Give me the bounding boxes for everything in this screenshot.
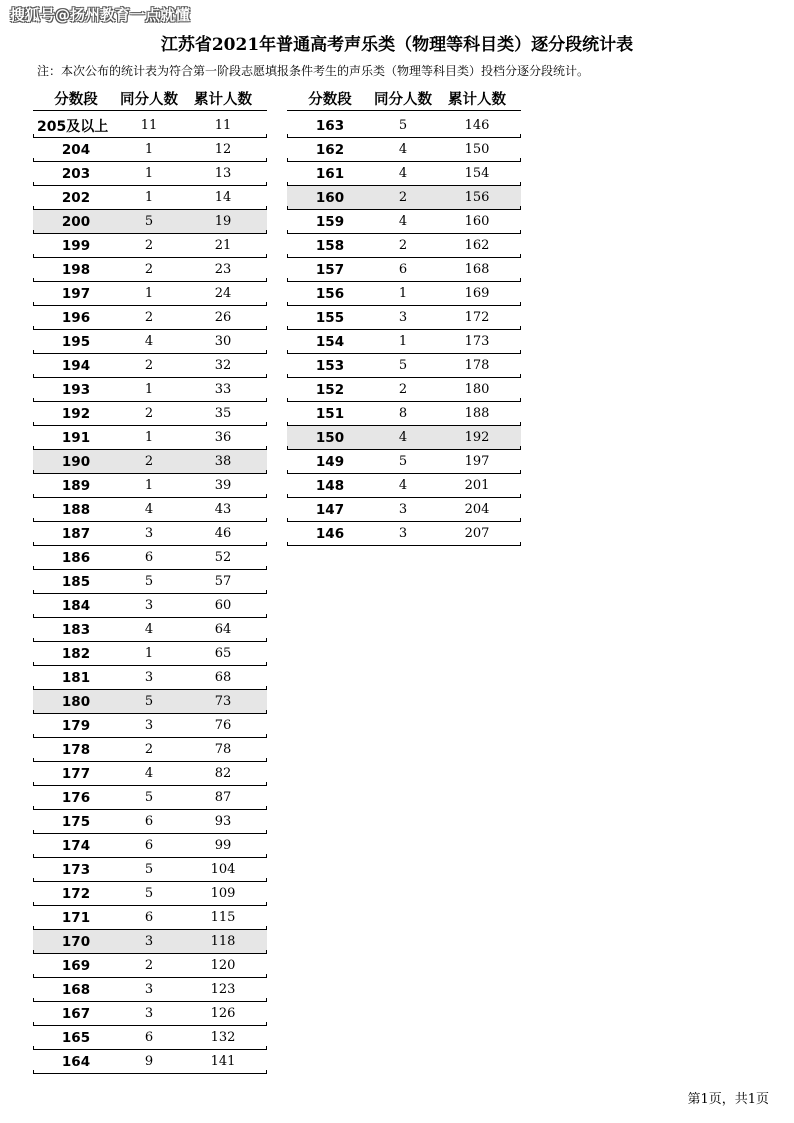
- score-cell: 148: [315, 477, 345, 494]
- cumulative-cell: 21: [214, 238, 232, 253]
- score-cell: 185: [61, 573, 91, 590]
- score-cell: 202: [61, 189, 91, 206]
- table-row: [287, 330, 521, 354]
- cumulative-cell: 11: [214, 118, 232, 133]
- count-cell: 2: [144, 238, 154, 253]
- table-row: [33, 1050, 267, 1074]
- count-cell: 4: [144, 766, 154, 781]
- table-row: [33, 426, 267, 450]
- table-row: [287, 378, 521, 402]
- table-row: [33, 882, 267, 906]
- count-cell: 1: [144, 478, 154, 493]
- count-cell: 5: [144, 886, 154, 901]
- cumulative-cell: 168: [464, 262, 490, 277]
- watermark-text: 搜狐号@扬州教育一点就懂: [10, 6, 191, 24]
- score-cell: 182: [61, 645, 91, 662]
- table-row: [33, 954, 267, 978]
- table-row: [33, 618, 267, 642]
- cumulative-cell: 154: [464, 166, 490, 181]
- cumulative-cell: 115: [210, 910, 236, 925]
- score-cell: 153: [315, 357, 345, 374]
- cumulative-cell: 162: [464, 238, 490, 253]
- table-row: [287, 402, 521, 426]
- score-cell: 167: [61, 1005, 91, 1022]
- count-cell: 3: [144, 526, 154, 541]
- table-row: [287, 474, 521, 498]
- cumulative-cell: 192: [464, 430, 490, 445]
- score-cell: 162: [315, 141, 345, 158]
- count-cell: 2: [144, 742, 154, 757]
- cumulative-cell: 180: [464, 382, 490, 397]
- cumulative-cell: 73: [214, 694, 232, 709]
- table-row: [287, 138, 521, 162]
- score-cell: 174: [61, 837, 91, 854]
- score-cell: 172: [61, 885, 91, 902]
- count-cell: 2: [144, 262, 154, 277]
- score-cell: 204: [61, 141, 91, 158]
- table-row: [33, 738, 267, 762]
- cumulative-cell: 132: [210, 1030, 236, 1045]
- cumulative-cell: 118: [210, 934, 236, 949]
- score-cell: 160: [315, 189, 345, 206]
- count-cell: 5: [144, 574, 154, 589]
- table-row: [33, 378, 267, 402]
- count-cell: 1: [144, 166, 154, 181]
- table-row: [33, 354, 267, 378]
- score-cell: 164: [61, 1053, 91, 1070]
- count-cell: 3: [144, 598, 154, 613]
- cumulative-cell: 60: [214, 598, 232, 613]
- cumulative-cell: 104: [210, 862, 236, 877]
- score-cell: 152: [315, 381, 345, 398]
- table-row: [33, 234, 267, 258]
- cumulative-cell: 178: [464, 358, 490, 373]
- table-row: [287, 306, 521, 330]
- count-cell: 8: [398, 406, 408, 421]
- table-row: [33, 330, 267, 354]
- cumulative-cell: 87: [214, 790, 232, 805]
- cumulative-cell: 146: [464, 118, 490, 133]
- table-row: [33, 786, 267, 810]
- table-header: [287, 86, 521, 111]
- score-cell: 199: [61, 237, 91, 254]
- cumulative-cell: 123: [210, 982, 236, 997]
- count-cell: 3: [398, 502, 408, 517]
- cumulative-cell: 38: [214, 454, 232, 469]
- score-cell: 161: [315, 165, 345, 182]
- score-cell: 200: [61, 213, 91, 230]
- count-cell: 3: [144, 1006, 154, 1021]
- count-cell: 1: [144, 430, 154, 445]
- table-row: [33, 858, 267, 882]
- cumulative-cell: 39: [214, 478, 232, 493]
- table-row: [287, 210, 521, 234]
- cumulative-cell: 19: [214, 214, 232, 229]
- score-cell: 170: [61, 933, 91, 950]
- count-cell: 11: [140, 118, 158, 133]
- cumulative-cell: 99: [214, 838, 232, 853]
- table-row: [287, 258, 521, 282]
- page-title: 江苏省2021年普通高考声乐类（物理等科目类）逐分段统计表: [160, 35, 634, 55]
- score-cell: 198: [61, 261, 91, 278]
- score-cell: 158: [315, 237, 345, 254]
- count-cell: 5: [144, 862, 154, 877]
- table-row: [33, 978, 267, 1002]
- header-score: 分数段: [54, 91, 98, 108]
- count-cell: 1: [398, 334, 408, 349]
- score-cell: 189: [61, 477, 91, 494]
- table-row: [287, 498, 521, 522]
- cumulative-cell: 30: [214, 334, 232, 349]
- count-cell: 1: [144, 190, 154, 205]
- score-cell: 150: [315, 429, 345, 446]
- cumulative-cell: 36: [214, 430, 232, 445]
- cumulative-cell: 156: [464, 190, 490, 205]
- count-cell: 6: [144, 910, 154, 925]
- count-cell: 2: [398, 382, 408, 397]
- cumulative-cell: 46: [214, 526, 232, 541]
- score-cell: 175: [61, 813, 91, 830]
- score-cell: 151: [315, 405, 345, 422]
- table-row: [33, 570, 267, 594]
- count-cell: 4: [144, 622, 154, 637]
- cumulative-cell: 204: [464, 502, 490, 517]
- cumulative-cell: 126: [210, 1006, 236, 1021]
- cumulative-cell: 57: [214, 574, 232, 589]
- score-cell: 168: [61, 981, 91, 998]
- table-row: [33, 1026, 267, 1050]
- table-row: [287, 234, 521, 258]
- score-cell: 173: [61, 861, 91, 878]
- score-cell: 183: [61, 621, 91, 638]
- cumulative-cell: 64: [214, 622, 232, 637]
- table-row: [33, 162, 267, 186]
- cumulative-cell: 150: [464, 142, 490, 157]
- cumulative-cell: 65: [214, 646, 232, 661]
- cumulative-cell: 173: [464, 334, 490, 349]
- table-row: [33, 690, 267, 714]
- table-row: [33, 930, 267, 954]
- table-row: [33, 138, 267, 162]
- page-footer: 第1页，共1页: [687, 1092, 769, 1107]
- table-header: [33, 86, 267, 111]
- count-cell: 3: [144, 670, 154, 685]
- table-row: [33, 306, 267, 330]
- table-row: [33, 258, 267, 282]
- score-cell: 196: [61, 309, 91, 326]
- count-cell: 4: [398, 142, 408, 157]
- cumulative-cell: 52: [214, 550, 232, 565]
- table-row: [33, 186, 267, 210]
- cumulative-cell: 82: [214, 766, 232, 781]
- count-cell: 5: [398, 454, 408, 469]
- cumulative-cell: 201: [464, 478, 490, 493]
- cumulative-cell: 43: [214, 502, 232, 517]
- table-row: [33, 402, 267, 426]
- count-cell: 1: [398, 286, 408, 301]
- score-cell: 177: [61, 765, 91, 782]
- table-row: [287, 162, 521, 186]
- count-cell: 6: [398, 262, 408, 277]
- table-row: [287, 522, 521, 546]
- table-row: [33, 282, 267, 306]
- count-cell: 2: [398, 190, 408, 205]
- cumulative-cell: 24: [214, 286, 232, 301]
- cumulative-cell: 93: [214, 814, 232, 829]
- count-cell: 6: [144, 550, 154, 565]
- cumulative-cell: 78: [214, 742, 232, 757]
- header-count: 同分人数: [374, 91, 432, 108]
- table-row: [33, 522, 267, 546]
- cumulative-cell: 33: [214, 382, 232, 397]
- table-row: [33, 594, 267, 618]
- count-cell: 6: [144, 814, 154, 829]
- score-cell: 203: [61, 165, 91, 182]
- table-body-left: [33, 114, 267, 1074]
- score-cell: 195: [61, 333, 91, 350]
- header-score: 分数段: [308, 91, 352, 108]
- cumulative-cell: 35: [214, 406, 232, 421]
- cumulative-cell: 120: [210, 958, 236, 973]
- score-cell: 188: [61, 501, 91, 518]
- score-cell: 169: [61, 957, 91, 974]
- cumulative-cell: 109: [210, 886, 236, 901]
- score-cell: 149: [315, 453, 345, 470]
- count-cell: 1: [144, 382, 154, 397]
- count-cell: 6: [144, 1030, 154, 1045]
- table-row: [287, 426, 521, 450]
- score-cell: 193: [61, 381, 91, 398]
- score-cell: 157: [315, 261, 345, 278]
- table-row: [33, 210, 267, 234]
- table-row: [33, 642, 267, 666]
- table-row: [33, 666, 267, 690]
- table-row: [33, 1002, 267, 1026]
- table-row: [287, 186, 521, 210]
- table-right-column: [287, 86, 521, 546]
- score-cell: 154: [315, 333, 345, 350]
- score-cell: 191: [61, 429, 91, 446]
- score-cell: 186: [61, 549, 91, 566]
- table-row: [287, 114, 521, 138]
- count-cell: 4: [398, 478, 408, 493]
- score-cell: 179: [61, 717, 91, 734]
- cumulative-cell: 14: [214, 190, 232, 205]
- score-cell: 181: [61, 669, 91, 686]
- table-row: [33, 114, 267, 138]
- score-cell: 192: [61, 405, 91, 422]
- count-cell: 9: [144, 1054, 154, 1069]
- score-cell: 187: [61, 525, 91, 542]
- score-cell: 178: [61, 741, 91, 758]
- count-cell: 4: [144, 502, 154, 517]
- count-cell: 2: [144, 958, 154, 973]
- count-cell: 4: [398, 214, 408, 229]
- table-row: [33, 546, 267, 570]
- count-cell: 3: [144, 718, 154, 733]
- cumulative-cell: 188: [464, 406, 490, 421]
- score-cell: 165: [61, 1029, 91, 1046]
- score-cell: 194: [61, 357, 91, 374]
- count-cell: 1: [144, 142, 154, 157]
- cumulative-cell: 68: [214, 670, 232, 685]
- score-cell: 146: [315, 525, 345, 542]
- header-cumulative: 累计人数: [448, 91, 506, 108]
- cumulative-cell: 12: [214, 142, 232, 157]
- cumulative-cell: 160: [464, 214, 490, 229]
- table-row: [287, 450, 521, 474]
- table-row: [287, 282, 521, 306]
- score-cell: 205及以上: [37, 118, 109, 135]
- count-cell: 5: [398, 118, 408, 133]
- count-cell: 5: [144, 790, 154, 805]
- score-cell: 180: [61, 693, 91, 710]
- count-cell: 4: [398, 430, 408, 445]
- count-cell: 3: [398, 310, 408, 325]
- cumulative-cell: 197: [464, 454, 490, 469]
- score-cell: 163: [315, 117, 345, 134]
- cumulative-cell: 207: [464, 526, 490, 541]
- score-cell: 184: [61, 597, 91, 614]
- score-cell: 190: [61, 453, 91, 470]
- score-cell: 176: [61, 789, 91, 806]
- cumulative-cell: 76: [214, 718, 232, 733]
- cumulative-cell: 26: [214, 310, 232, 325]
- table-row: [33, 450, 267, 474]
- count-cell: 6: [144, 838, 154, 853]
- table-row: [33, 810, 267, 834]
- cumulative-cell: 32: [214, 358, 232, 373]
- count-cell: 1: [144, 286, 154, 301]
- score-cell: 156: [315, 285, 345, 302]
- header-count: 同分人数: [120, 91, 178, 108]
- score-cell: 159: [315, 213, 345, 230]
- count-cell: 3: [398, 526, 408, 541]
- count-cell: 5: [144, 694, 154, 709]
- table-row: [33, 498, 267, 522]
- count-cell: 2: [144, 310, 154, 325]
- count-cell: 3: [144, 934, 154, 949]
- cumulative-cell: 169: [464, 286, 490, 301]
- table-row: [33, 762, 267, 786]
- count-cell: 1: [144, 646, 154, 661]
- count-cell: 4: [144, 334, 154, 349]
- cumulative-cell: 13: [214, 166, 232, 181]
- count-cell: 5: [398, 358, 408, 373]
- score-cell: 147: [315, 501, 345, 518]
- count-cell: 2: [144, 358, 154, 373]
- table-row: [287, 354, 521, 378]
- cumulative-cell: 172: [464, 310, 490, 325]
- table-row: [33, 906, 267, 930]
- cumulative-cell: 141: [210, 1054, 236, 1069]
- count-cell: 2: [144, 454, 154, 469]
- count-cell: 3: [144, 982, 154, 997]
- score-cell: 171: [61, 909, 91, 926]
- cumulative-cell: 23: [214, 262, 232, 277]
- count-cell: 4: [398, 166, 408, 181]
- table-row: [33, 474, 267, 498]
- table-row: [33, 714, 267, 738]
- table-row: [33, 834, 267, 858]
- count-cell: 2: [144, 406, 154, 421]
- table-left-column: [33, 86, 267, 1074]
- count-cell: 5: [144, 214, 154, 229]
- header-cumulative: 累计人数: [194, 91, 252, 108]
- table-body-right: [287, 114, 521, 546]
- table-note: 注：本次公布的统计表为符合第一阶段志愿填报条件考生的声乐类（物理等科目类）投档分逐分段统计。: [37, 64, 590, 78]
- score-cell: 197: [61, 285, 91, 302]
- count-cell: 2: [398, 238, 408, 253]
- score-cell: 155: [315, 309, 345, 326]
